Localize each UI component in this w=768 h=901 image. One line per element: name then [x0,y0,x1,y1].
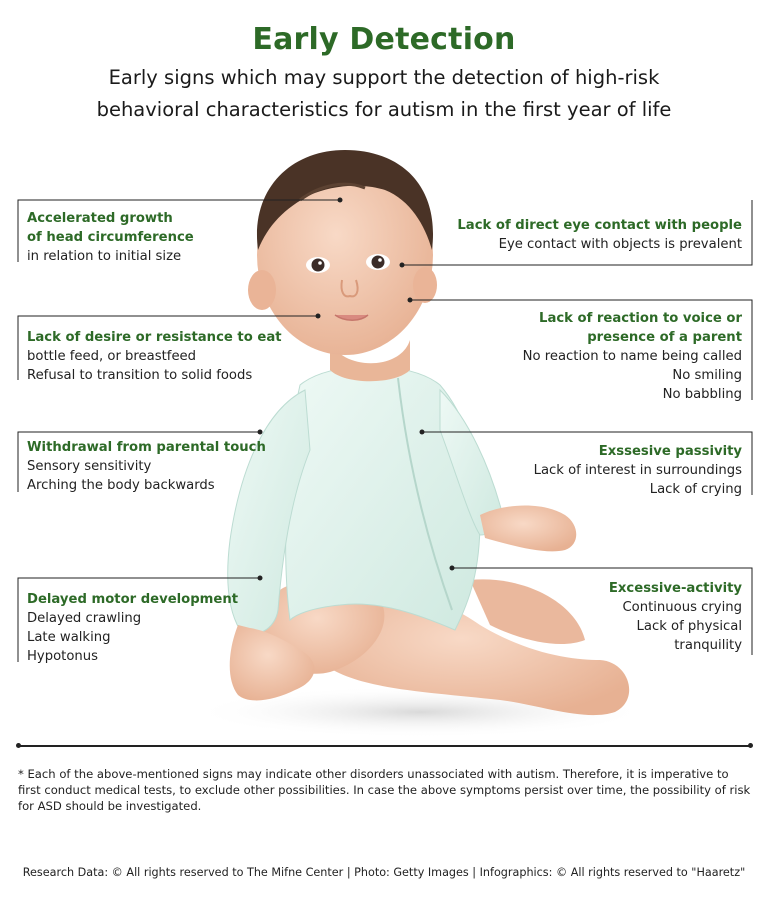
callout-heading: Lack of reaction to voice or [539,311,742,326]
subtitle-line-1: Early signs which may support the detection of high-risk [108,66,660,89]
callout-activity [609,579,742,655]
callout-heading: Withdrawal from parental touch [27,440,266,455]
callout-detail: No babbling [662,387,742,402]
footnote: * Each of the above-mentioned signs may indicate other disorders unassociated with autism. Therefore, it is imperative to first conduct medical tests, to exclude other possibilities. In case the above symptoms persist over time, the possibility of risk for ASD should be investigated. [18,767,751,813]
callout-head-growth [27,209,194,266]
callout-detail: No smiling [672,368,742,383]
baby-right-hand [480,506,576,552]
callout-passivity [534,442,742,499]
callout-heading: Lack of desire or resistance to eat [27,330,282,345]
callout-detail: in relation to initial size [27,249,182,264]
callout-heading: Exssesive passivity [598,444,742,459]
callout-detail: Refusal to transition to solid foods [27,368,253,383]
callout-heading: Excessive-activity [608,581,742,596]
callout-detail: Eye contact with objects is prevalent [498,237,742,252]
divider-rule [18,745,750,747]
callout-detail: Lack of physical [636,619,742,634]
callout-voice-reaction [523,309,742,404]
callout-detail: Late walking [27,630,111,645]
callout-detail: Lack of interest in surroundings [533,463,742,478]
divider-dot-left [16,743,21,748]
credits-line: Research Data: © All rights reserved to The Mifne Center | Photo: Getty Images | Infographics: © All rights reserved to "Haaretz" [22,866,746,879]
callout-detail: Sensory sensitivity [27,459,152,474]
callout-detail: Hypotonus [27,649,98,664]
callout-heading: Delayed motor development [27,592,239,607]
callout-detail: Continuous crying [622,600,742,615]
callout-eating [27,328,282,385]
callout-detail: Lack of crying [649,482,742,497]
callout-heading: presence of a parent [587,330,742,345]
subtitle-line-2: behavioral characteristics for autism in the first year of life [96,98,672,121]
callout-detail: Delayed crawling [27,611,142,626]
callout-motor [27,590,238,666]
callout-touch [27,438,266,495]
callout-detail: No reaction to name being called [522,349,742,364]
callout-detail: tranquility [674,638,742,653]
callout-heading: Lack of direct eye contact with people [457,218,742,233]
callout-heading: of head circumference [27,230,194,245]
callout-detail: Arching the body backwards [27,478,215,493]
callout-eye-contact [457,216,742,254]
callout-heading: Accelerated growth [27,211,173,226]
divider-dot-right [748,743,753,748]
callout-detail: bottle feed, or breastfeed [27,349,197,364]
page-title: Early Detection [252,22,516,57]
